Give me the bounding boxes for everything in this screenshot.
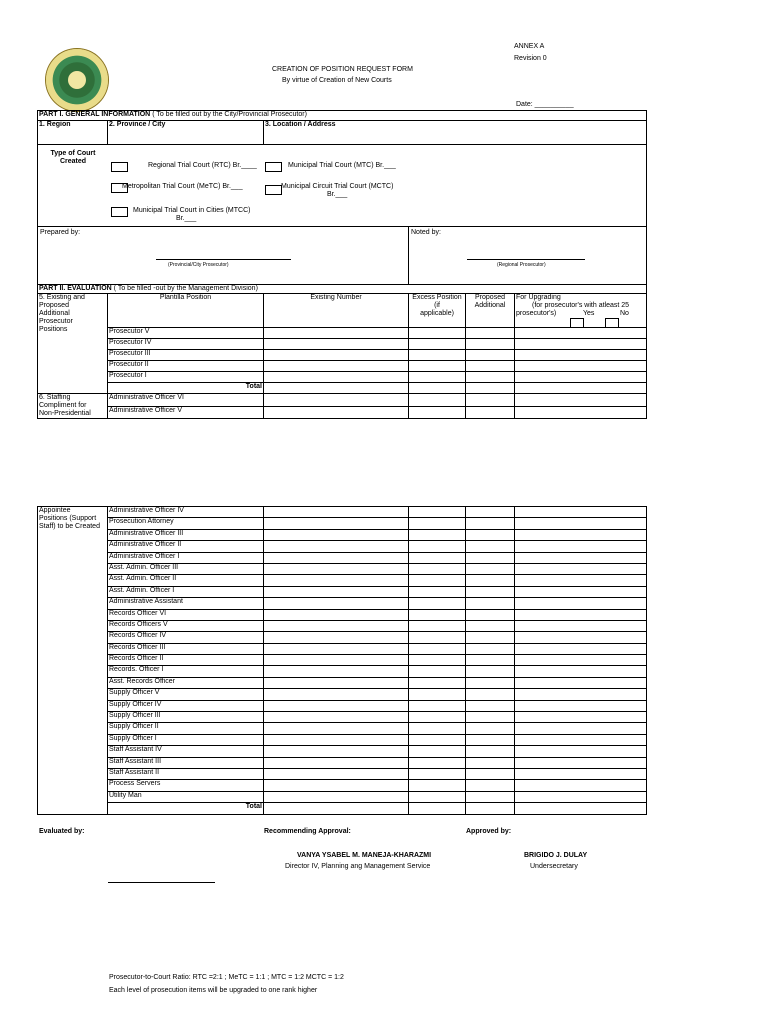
table-row bbox=[38, 586, 647, 597]
table-row bbox=[38, 689, 647, 700]
upgrade-cell[interactable] bbox=[515, 712, 647, 723]
table-row bbox=[38, 768, 647, 779]
table-row-label: Administrative Assistant bbox=[108, 598, 264, 609]
proposed-cell[interactable] bbox=[466, 598, 515, 609]
table-row-label: Administrative Officer V bbox=[108, 406, 264, 419]
proposed-cell[interactable] bbox=[466, 723, 515, 734]
upgrade-cell[interactable] bbox=[515, 677, 647, 688]
rtc-checkbox[interactable] bbox=[111, 162, 128, 172]
excess-cell[interactable] bbox=[409, 609, 466, 620]
table-row bbox=[38, 575, 647, 586]
existing-cell[interactable] bbox=[264, 700, 409, 711]
upgrade-cell[interactable] bbox=[515, 791, 647, 802]
proposed-cell[interactable] bbox=[466, 529, 515, 540]
table-row-label: Utility Man bbox=[108, 791, 264, 802]
table-row-label: Supply Officer I bbox=[108, 734, 264, 745]
excess-cell[interactable] bbox=[409, 361, 466, 372]
metc-label: Metropolitan Trial Court (MeTC) Br.___ bbox=[122, 183, 243, 190]
existing-number-header: Existing Number bbox=[264, 294, 409, 328]
item6-continued-label: Appointee Positions (Support Staff) to be Created bbox=[38, 507, 108, 815]
upgrade-yes-checkbox[interactable] bbox=[570, 318, 584, 328]
existing-cell[interactable] bbox=[264, 677, 409, 688]
proposed-cell[interactable] bbox=[466, 700, 515, 711]
table-row bbox=[38, 791, 647, 802]
existing-cell[interactable] bbox=[264, 768, 409, 779]
existing-cell[interactable] bbox=[264, 620, 409, 631]
province-field[interactable]: 2. Province / City bbox=[108, 121, 264, 145]
existing-cell[interactable] bbox=[264, 575, 409, 586]
table-row-label: Supply Officer V bbox=[108, 689, 264, 700]
mtcc-branch: Br.___ bbox=[176, 215, 197, 222]
prepared-by-cell bbox=[38, 227, 409, 285]
support-staff-total-label: Total bbox=[108, 803, 264, 814]
noted-by-signature-line bbox=[467, 259, 585, 260]
proposed-cell[interactable] bbox=[466, 350, 515, 361]
excess-cell[interactable] bbox=[409, 803, 466, 814]
yes-label: Yes bbox=[583, 310, 595, 317]
proposed-cell[interactable] bbox=[466, 666, 515, 677]
table-row-label: Asst. Admin. Officer I bbox=[108, 586, 264, 597]
proposed-cell[interactable] bbox=[466, 406, 515, 419]
proposed-cell[interactable] bbox=[466, 791, 515, 802]
excess-cell[interactable] bbox=[409, 372, 466, 383]
mtcc-checkbox[interactable] bbox=[111, 207, 128, 217]
table-row bbox=[38, 552, 647, 563]
proposed-cell[interactable] bbox=[466, 394, 515, 407]
existing-cell[interactable] bbox=[264, 563, 409, 574]
table-row-label: Records Officer III bbox=[108, 643, 264, 654]
proposed-cell[interactable] bbox=[466, 632, 515, 643]
provincial-prosecutor-caption: (Provincial/City Prosecutor) bbox=[168, 262, 229, 268]
proposed-cell[interactable] bbox=[466, 372, 515, 383]
court-type-label: Type of Court Created bbox=[50, 150, 96, 165]
part1-table bbox=[37, 110, 647, 285]
existing-cell[interactable] bbox=[264, 529, 409, 540]
item5-label: 5. Existing and Proposed Additional Prosecutor Positions bbox=[38, 294, 108, 394]
upgrade-cell[interactable] bbox=[515, 372, 647, 383]
excess-cell[interactable] bbox=[409, 723, 466, 734]
excess-cell[interactable] bbox=[409, 518, 466, 529]
upgrade-cell[interactable] bbox=[515, 575, 647, 586]
proposed-cell[interactable] bbox=[466, 768, 515, 779]
existing-cell[interactable] bbox=[264, 598, 409, 609]
table-row-label: Asst. Records Officer bbox=[108, 677, 264, 688]
table-row bbox=[38, 609, 647, 620]
proposed-cell[interactable] bbox=[466, 518, 515, 529]
upgrade-cell[interactable] bbox=[515, 529, 647, 540]
table-row-label: Records Officer VI bbox=[108, 609, 264, 620]
upgrade-cell[interactable] bbox=[515, 328, 647, 339]
excess-cell[interactable] bbox=[409, 394, 466, 407]
existing-cell[interactable] bbox=[264, 791, 409, 802]
upgrade-cell[interactable] bbox=[515, 350, 647, 361]
approver-title: Undersecretary bbox=[530, 863, 578, 870]
excess-cell[interactable] bbox=[409, 328, 466, 339]
upgrade-cell[interactable] bbox=[515, 746, 647, 757]
table-row-label: Records. Officer I bbox=[108, 666, 264, 677]
upgrade-cell[interactable] bbox=[515, 700, 647, 711]
part2-table bbox=[37, 284, 647, 419]
upgrade-cell[interactable] bbox=[515, 406, 647, 419]
proposed-cell[interactable] bbox=[466, 575, 515, 586]
upgrade-cell[interactable] bbox=[515, 394, 647, 407]
table-row-label: Process Servers bbox=[108, 780, 264, 791]
excess-cell[interactable] bbox=[409, 734, 466, 745]
proposed-cell[interactable] bbox=[466, 689, 515, 700]
table-row-label: Records Officer IV bbox=[108, 632, 264, 643]
regional-prosecutor-caption: (Regional Prosecutor) bbox=[497, 262, 546, 268]
upgrade-cell[interactable] bbox=[515, 339, 647, 350]
existing-cell[interactable] bbox=[264, 712, 409, 723]
excess-cell[interactable] bbox=[409, 541, 466, 552]
table-row-label: Records Officers V bbox=[108, 620, 264, 631]
table-row-label: Administrative Officer I bbox=[108, 552, 264, 563]
proposed-cell[interactable] bbox=[466, 339, 515, 350]
evaluated-by-signature-line bbox=[108, 882, 215, 883]
table-row-label: Asst. Admin. Officer II bbox=[108, 575, 264, 586]
proposed-cell[interactable] bbox=[466, 586, 515, 597]
excess-cell[interactable] bbox=[409, 552, 466, 563]
existing-cell[interactable] bbox=[264, 723, 409, 734]
excess-cell[interactable] bbox=[409, 586, 466, 597]
upgrade-cell[interactable] bbox=[515, 518, 647, 529]
excess-cell[interactable] bbox=[409, 575, 466, 586]
noted-by-cell bbox=[409, 227, 647, 285]
mctc-branch: Br.___ bbox=[327, 191, 348, 198]
upgrade-cell[interactable] bbox=[515, 643, 647, 654]
table-row bbox=[38, 723, 647, 734]
approver-name: BRIGIDO J. DULAY bbox=[524, 852, 588, 859]
prepared-by-label: Prepared by: bbox=[40, 229, 81, 236]
upgrade-cell[interactable] bbox=[515, 632, 647, 643]
proposed-cell[interactable] bbox=[466, 620, 515, 631]
existing-cell[interactable] bbox=[264, 507, 409, 518]
mtc-label: Municipal Trial Court (MTC) Br.___ bbox=[288, 162, 396, 169]
table-row-label: Staff Assistant IV bbox=[108, 746, 264, 757]
upgrade-note: Each level of prosecution items will be upgraded to one rank higher bbox=[109, 987, 318, 994]
mctc-checkbox[interactable] bbox=[265, 185, 282, 195]
mtcc-label: Municipal Trial Court in Cities (MTCC) bbox=[133, 207, 251, 214]
mctc-label: Municipal Circuit Trial Court (MCTC) bbox=[281, 183, 394, 190]
excess-cell[interactable] bbox=[409, 632, 466, 643]
table-row bbox=[38, 620, 647, 631]
revision-label: Revision 0 bbox=[514, 55, 547, 62]
existing-cell[interactable] bbox=[264, 803, 409, 814]
upgrade-cell[interactable] bbox=[515, 563, 647, 574]
excess-cell[interactable] bbox=[409, 507, 466, 518]
rtc-label: Regional Trial Court (RTC) Br.____ bbox=[148, 162, 257, 169]
annex-label: ANNEX A bbox=[514, 43, 545, 50]
upgrade-cell[interactable] bbox=[515, 541, 647, 552]
table-row-label: Administrative Officer IV bbox=[108, 507, 264, 518]
excess-cell[interactable] bbox=[409, 406, 466, 419]
table-row bbox=[38, 655, 647, 666]
part2-heading: PART II. EVALUATION ( To be filled -out by the Management Division) bbox=[38, 285, 647, 294]
table-row bbox=[38, 518, 647, 529]
table-row-label: Asst. Admin. Officer III bbox=[108, 563, 264, 574]
excess-cell[interactable] bbox=[409, 700, 466, 711]
recommender-name: VANYA YSABEL M. MANEJA-KHARAZMI bbox=[297, 852, 432, 859]
proposed-cell[interactable] bbox=[466, 803, 515, 814]
support-staff-table bbox=[37, 506, 647, 815]
existing-cell[interactable] bbox=[264, 541, 409, 552]
proposed-cell[interactable] bbox=[466, 643, 515, 654]
existing-cell[interactable] bbox=[264, 632, 409, 643]
part1-heading: PART I. GENERAL INFORMATION ( To be filled out by the City/Provincial Prosecutor) bbox=[38, 111, 647, 121]
table-row bbox=[38, 541, 647, 552]
proposed-cell[interactable] bbox=[466, 563, 515, 574]
table-row-label: Prosecutor IV bbox=[108, 339, 264, 350]
department-of-justice-seal-icon bbox=[46, 49, 108, 111]
proposed-cell[interactable] bbox=[466, 734, 515, 745]
proposed-cell[interactable] bbox=[466, 361, 515, 372]
prosecutor-total-label: Total bbox=[108, 383, 264, 394]
upgrade-cell[interactable] bbox=[515, 689, 647, 700]
court-type-section bbox=[38, 145, 647, 227]
proposed-cell[interactable] bbox=[466, 552, 515, 563]
table-row bbox=[38, 712, 647, 723]
existing-cell[interactable] bbox=[264, 734, 409, 745]
existing-cell[interactable] bbox=[264, 394, 409, 407]
prepared-by-signature-line bbox=[156, 259, 291, 260]
upgrade-no-checkbox[interactable] bbox=[605, 318, 619, 328]
existing-cell[interactable] bbox=[264, 655, 409, 666]
table-row bbox=[38, 734, 647, 745]
table-row-label: Supply Officer II bbox=[108, 723, 264, 734]
table-row-label: Prosecution Attorney bbox=[108, 518, 264, 529]
excess-cell[interactable] bbox=[409, 563, 466, 574]
excess-cell[interactable] bbox=[409, 529, 466, 540]
excess-cell[interactable] bbox=[409, 655, 466, 666]
noted-by-label: Noted by: bbox=[411, 229, 441, 236]
location-field[interactable]: 3. Location / Address bbox=[264, 121, 647, 145]
existing-cell[interactable] bbox=[264, 757, 409, 768]
recommender-title: Director IV, Planning ang Management Service bbox=[285, 863, 431, 870]
table-row-label: Prosecutor I bbox=[108, 372, 264, 383]
recommending-approval-label: Recommending Approval: bbox=[264, 828, 351, 835]
existing-cell[interactable] bbox=[264, 372, 409, 383]
excess-cell[interactable] bbox=[409, 791, 466, 802]
existing-cell[interactable] bbox=[264, 552, 409, 563]
proposed-cell[interactable] bbox=[466, 328, 515, 339]
table-row-label: Staff Assistant II bbox=[108, 768, 264, 779]
item6-label: 6. Staffing Compliment for Non-Presidential bbox=[38, 394, 108, 419]
upgrade-cell[interactable] bbox=[515, 655, 647, 666]
existing-cell[interactable] bbox=[264, 586, 409, 597]
region-field[interactable]: 1. Region bbox=[38, 121, 108, 145]
excess-cell[interactable] bbox=[409, 643, 466, 654]
table-row-label: Administrative Officer III bbox=[108, 529, 264, 540]
total-existing-cell[interactable] bbox=[264, 383, 409, 394]
existing-cell[interactable] bbox=[264, 328, 409, 339]
existing-cell[interactable] bbox=[264, 780, 409, 791]
table-row bbox=[38, 780, 647, 791]
upgrade-cell[interactable] bbox=[515, 609, 647, 620]
table-row bbox=[38, 632, 647, 643]
no-label: No bbox=[620, 310, 629, 317]
excess-cell[interactable] bbox=[409, 339, 466, 350]
excess-cell[interactable] bbox=[409, 768, 466, 779]
proposed-cell[interactable] bbox=[466, 780, 515, 791]
evaluated-by-label: Evaluated by: bbox=[39, 828, 85, 835]
table-row-label: Supply Officer III bbox=[108, 712, 264, 723]
upgrade-cell[interactable] bbox=[515, 552, 647, 563]
existing-cell[interactable] bbox=[264, 350, 409, 361]
table-row bbox=[38, 677, 647, 688]
upgrade-cell[interactable] bbox=[515, 757, 647, 768]
excess-cell[interactable] bbox=[409, 757, 466, 768]
upgrade-cell[interactable] bbox=[515, 586, 647, 597]
total-excess-cell[interactable] bbox=[409, 383, 466, 394]
table-row bbox=[38, 643, 647, 654]
existing-cell[interactable] bbox=[264, 518, 409, 529]
ratio-note: Prosecutor-to-Court Ratio: RTC =2:1 ; MeTC = 1:1 ; MTC = 1:2 MCTC = 1:2 bbox=[109, 974, 344, 981]
existing-cell[interactable] bbox=[264, 666, 409, 677]
mtc-checkbox[interactable] bbox=[265, 162, 282, 172]
table-row bbox=[38, 803, 647, 814]
proposed-cell[interactable] bbox=[466, 757, 515, 768]
upgrade-cell[interactable] bbox=[515, 666, 647, 677]
upgrade-cell[interactable] bbox=[515, 507, 647, 518]
table-row-label: Administrative Officer II bbox=[108, 541, 264, 552]
table-row-label: Supply Officer IV bbox=[108, 700, 264, 711]
excess-cell[interactable] bbox=[409, 689, 466, 700]
form-subtitle: By virtue of Creation of New Courts bbox=[282, 77, 392, 84]
table-row bbox=[38, 746, 647, 757]
excess-cell[interactable] bbox=[409, 598, 466, 609]
table-row-label: Records Officer II bbox=[108, 655, 264, 666]
proposed-additional-header: Proposed Additional bbox=[466, 294, 515, 328]
excess-cell[interactable] bbox=[409, 746, 466, 757]
existing-cell[interactable] bbox=[264, 689, 409, 700]
excess-cell[interactable] bbox=[409, 712, 466, 723]
table-row-label: Prosecutor III bbox=[108, 350, 264, 361]
upgrade-cell[interactable] bbox=[515, 361, 647, 372]
excess-cell[interactable] bbox=[409, 350, 466, 361]
table-row-label: Prosecutor II bbox=[108, 361, 264, 372]
proposed-cell[interactable] bbox=[466, 655, 515, 666]
total-upgrade-cell[interactable] bbox=[515, 383, 647, 394]
table-row-label: Prosecutor V bbox=[108, 328, 264, 339]
excess-position-header: Excess Position (if applicable) bbox=[409, 294, 466, 328]
existing-cell[interactable] bbox=[264, 361, 409, 372]
upgrade-cell[interactable] bbox=[515, 723, 647, 734]
existing-cell[interactable] bbox=[264, 406, 409, 419]
excess-cell[interactable] bbox=[409, 780, 466, 791]
table-row bbox=[38, 563, 647, 574]
upgrade-cell[interactable] bbox=[515, 803, 647, 814]
table-row bbox=[38, 598, 647, 609]
excess-cell[interactable] bbox=[409, 666, 466, 677]
proposed-cell[interactable] bbox=[466, 712, 515, 723]
excess-cell[interactable] bbox=[409, 677, 466, 688]
existing-cell[interactable] bbox=[264, 643, 409, 654]
table-row bbox=[38, 757, 647, 768]
table-row bbox=[38, 700, 647, 711]
table-row bbox=[38, 529, 647, 540]
total-proposed-cell[interactable] bbox=[466, 383, 515, 394]
upgrade-cell[interactable] bbox=[515, 768, 647, 779]
for-upgrading-header: For Upgrading (for prosecutor's with atleast 25 prosecutor's) Yes No bbox=[515, 294, 647, 328]
upgrade-cell[interactable] bbox=[515, 620, 647, 631]
form-title: CREATION OF POSITION REQUEST FORM bbox=[272, 66, 413, 73]
existing-cell[interactable] bbox=[264, 746, 409, 757]
table-row-label: Staff Assistant III bbox=[108, 757, 264, 768]
proposed-cell[interactable] bbox=[466, 609, 515, 620]
upgrade-cell[interactable] bbox=[515, 780, 647, 791]
proposed-cell[interactable] bbox=[466, 677, 515, 688]
proposed-cell[interactable] bbox=[466, 541, 515, 552]
approved-by-label: Approved by: bbox=[466, 828, 512, 835]
proposed-cell[interactable] bbox=[466, 746, 515, 757]
table-row bbox=[38, 666, 647, 677]
table-row-label: Administrative Officer VI bbox=[108, 394, 264, 407]
proposed-cell[interactable] bbox=[466, 507, 515, 518]
table-row bbox=[38, 507, 647, 518]
existing-cell[interactable] bbox=[264, 609, 409, 620]
upgrade-cell[interactable] bbox=[515, 598, 647, 609]
date-field[interactable]: Date: __________ bbox=[516, 101, 574, 108]
existing-cell[interactable] bbox=[264, 339, 409, 350]
excess-cell[interactable] bbox=[409, 620, 466, 631]
upgrade-cell[interactable] bbox=[515, 734, 647, 745]
plantilla-position-header: Plantilla Position bbox=[108, 294, 264, 328]
